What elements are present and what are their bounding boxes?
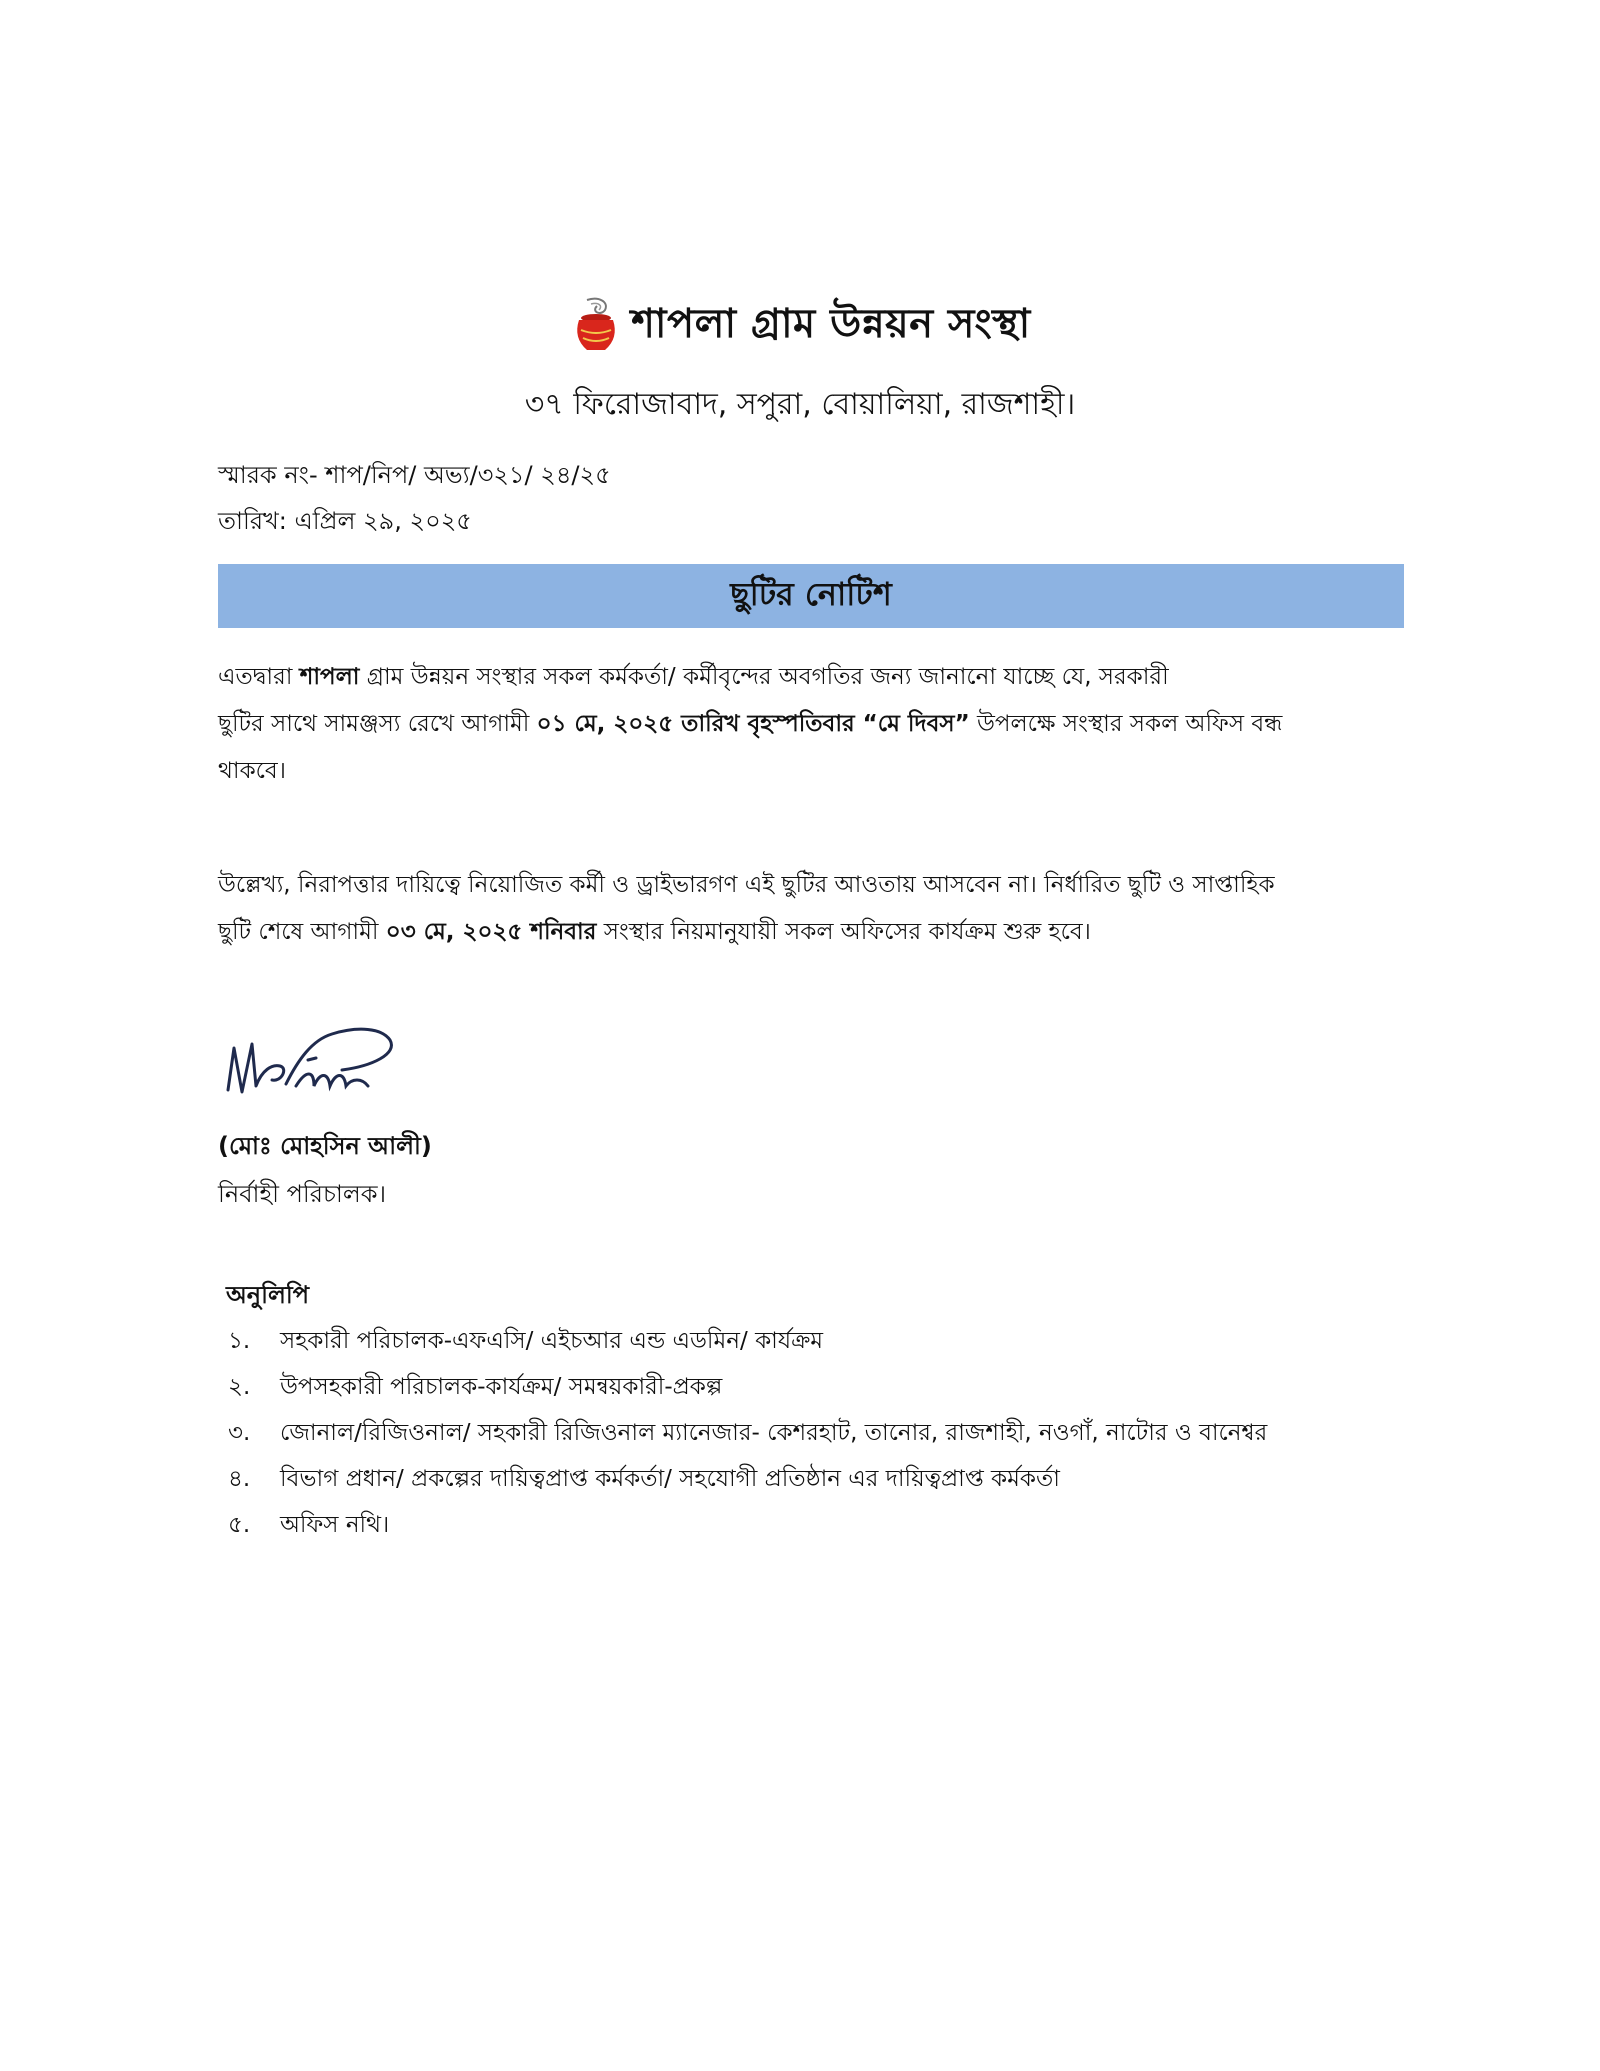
list-item-number: ৪. — [228, 1465, 251, 1492]
paragraph-line — [218, 862, 1408, 909]
org-name: শাপলা গ্রাম উন্নয়ন সংস্থা — [631, 301, 1031, 347]
list-item-number: ৩. — [228, 1419, 251, 1446]
paragraph-text: উপলক্ষে সংস্থার সকল অফিস বন্ধ — [969, 711, 1283, 737]
list-item — [228, 1318, 1267, 1364]
list-item-text: জোনাল/রিজিওনাল/ সহকারী রিজিওনাল ম্যানেজার- কেশরহাট, তানোর, রাজশাহী, নওগাঁ, নাটোর ও বানেশ্বর — [280, 1419, 1268, 1446]
list-item-text: বিভাগ প্রধান/ প্রকল্পের দায়িত্বপ্রাপ্ত কর্মকর্তা/ সহযোগী প্রতিষ্ঠান এর দায়িত্বপ্রাপ্ত কর্মকর্তা — [280, 1465, 1060, 1492]
memo-date: তারিখ: এপ্রিল ২৯, ২০২৫ — [218, 507, 472, 535]
org-logo-icon — [569, 296, 623, 356]
paragraph-text: ছুটি শেষে আগামী — [218, 919, 386, 945]
paragraph-text: গ্রাম উন্নয়ন সংস্থার সকল কর্মকর্তা/ কর্মীবৃন্দের অবগতির জন্য জানানো যাচ্ছে যে, সরকারী — [359, 664, 1169, 690]
notice-paragraph-2 — [218, 862, 1408, 956]
list-item-text: সহকারী পরিচালক-এফএসি/ এইচআর এন্ড এডমিন/ কার্যক্রম — [280, 1327, 824, 1354]
memo-block — [218, 452, 611, 544]
list-item — [228, 1410, 1267, 1456]
paragraph-text: থাকবে। — [218, 758, 286, 784]
signature — [222, 1020, 422, 1112]
resume-date-emphasis: ০৩ মে, ২০২৫ শনিবার — [385, 919, 597, 945]
list-item — [228, 1364, 1267, 1410]
letterhead — [0, 292, 1600, 431]
org-name-emphasis: শাপলা — [299, 664, 360, 690]
list-item — [228, 1502, 1267, 1548]
paragraph-text: ছুটির সাথে সামঞ্জস্য রেখে আগামী — [218, 711, 537, 737]
org-address: ৩৭ ফিরোজাবাদ, সপুরা, বোয়ালিয়া, রাজশাহী। — [524, 386, 1076, 422]
notice-title: ছুটির নোটিশ — [730, 575, 892, 613]
memo-reference: স্মারক নং- শাপ/নিপ/ অভ্য/৩২১/ ২৪/২৫ — [218, 461, 611, 489]
paragraph-line — [218, 654, 1408, 701]
notice-title-banner — [218, 564, 1404, 628]
list-item-number: ১. — [228, 1327, 251, 1354]
copies-heading: অনুলিপি — [226, 1281, 310, 1309]
paragraph-text: সংস্থার নিয়মানুযায়ী সকল অফিসের কার্যক্রম শুরু হবে। — [596, 919, 1091, 945]
list-item-text: অফিস নথি। — [280, 1511, 390, 1538]
list-item-number: ২. — [228, 1373, 251, 1400]
list-item — [228, 1456, 1267, 1502]
paragraph-text: এতদ্বারা — [218, 664, 300, 690]
list-item-text: উপসহকারী পরিচালক-কার্যক্রম/ সমন্বয়কারী-প্রকল্প — [280, 1373, 723, 1400]
holiday-date-emphasis: ০১ মে, ২০২৫ তারিখ বৃহস্পতিবার “মে দিবস” — [536, 711, 970, 737]
paragraph-line — [218, 748, 1408, 795]
org-title-row — [569, 292, 1031, 359]
copies-list — [228, 1318, 1267, 1548]
paragraph-line — [218, 909, 1408, 956]
paragraph-text: উল্লেখ্য, নিরাপত্তার দায়িত্বে নিয়োজিত কর্মী ও ড্রাইভারগণ এই ছুটির আওতায় আসবেন না। নির্ধারিত ছুটি ও সাপ্তাহিক — [218, 872, 1275, 898]
paragraph-line — [218, 701, 1408, 748]
list-item-number: ৫. — [228, 1511, 251, 1538]
signatory-name: (মোঃ মোহসিন আলী) — [218, 1132, 432, 1160]
notice-paragraph-1 — [218, 654, 1408, 795]
signatory-title: নির্বাহী পরিচালক। — [218, 1180, 387, 1208]
